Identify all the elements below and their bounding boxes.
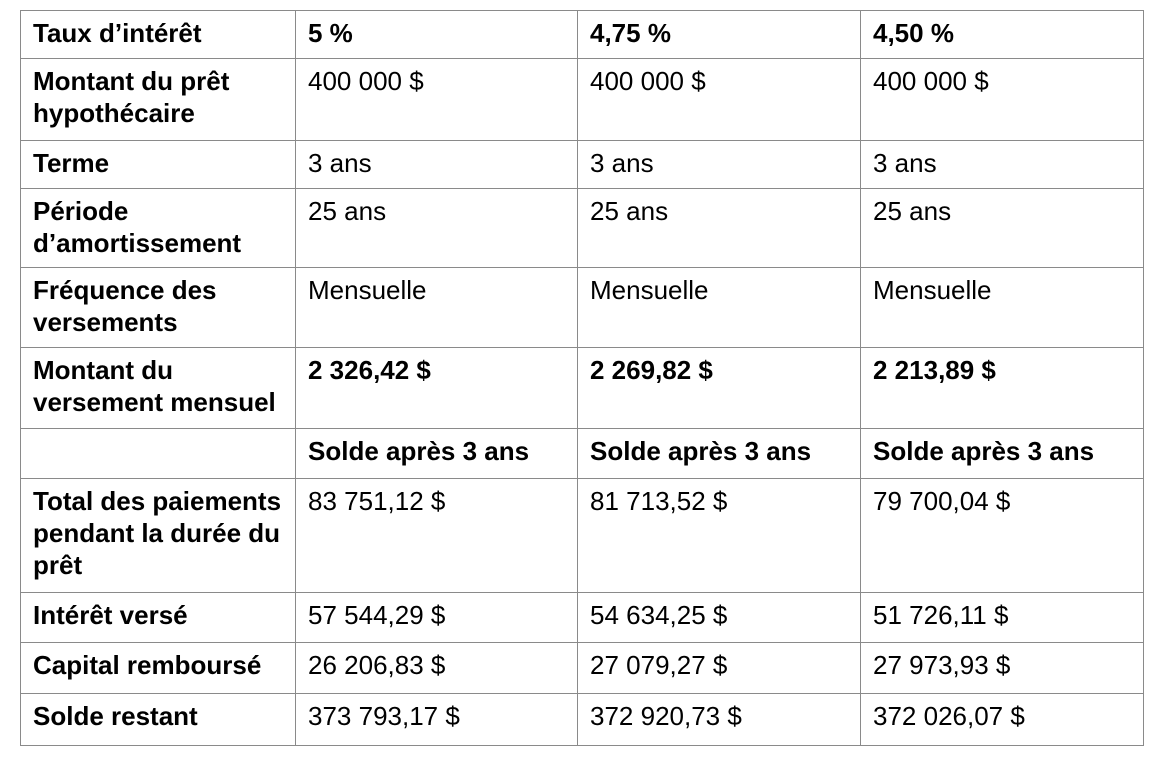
table-row-principal-repaid	[21, 643, 1144, 694]
balance-after-3-years-header: Solde après 3 ans	[861, 429, 1144, 479]
mortgage-comparison-table	[20, 10, 1144, 746]
value-cell: 25 ans	[296, 189, 578, 268]
row-label-monthly-payment: Montant du versement mensuel	[21, 348, 296, 429]
value-cell: 3 ans	[861, 141, 1144, 189]
value-cell: 54 634,25 $	[578, 593, 861, 643]
value-cell: 26 206,83 $	[296, 643, 578, 694]
value-cell: 27 973,93 $	[861, 643, 1144, 694]
value-cell: 79 700,04 $	[861, 479, 1144, 593]
value-cell: 81 713,52 $	[578, 479, 861, 593]
table-row-loan-amount	[21, 59, 1144, 141]
table-row-interest-paid	[21, 593, 1144, 643]
balance-after-3-years-header: Solde après 3 ans	[296, 429, 578, 479]
value-cell: 400 000 $	[578, 59, 861, 141]
row-label-interest-paid: Intérêt versé	[21, 593, 296, 643]
row-label-principal-repaid: Capital remboursé	[21, 643, 296, 694]
value-cell: 2 213,89 $	[861, 348, 1144, 429]
value-cell: Mensuelle	[861, 268, 1144, 348]
row-label-remaining-balance: Solde restant	[21, 694, 296, 746]
value-cell: Mensuelle	[296, 268, 578, 348]
value-cell: 4,75 %	[578, 11, 861, 59]
row-label-payment-frequency: Fréquence des versements	[21, 268, 296, 348]
value-cell: 372 026,07 $	[861, 694, 1144, 746]
value-cell: 400 000 $	[296, 59, 578, 141]
value-cell: 2 269,82 $	[578, 348, 861, 429]
value-cell: 5 %	[296, 11, 578, 59]
value-cell: 372 920,73 $	[578, 694, 861, 746]
row-label-loan-amount: Montant du prêt hypothécaire	[21, 59, 296, 141]
value-cell: 27 079,27 $	[578, 643, 861, 694]
row-label-amortization: Période d’amortissement	[21, 189, 296, 268]
table-row-payment-frequency	[21, 268, 1144, 348]
value-cell: 25 ans	[861, 189, 1144, 268]
value-cell: 83 751,12 $	[296, 479, 578, 593]
table-row-remaining-balance	[21, 694, 1144, 746]
value-cell: 373 793,17 $	[296, 694, 578, 746]
row-label-term: Terme	[21, 141, 296, 189]
value-cell: 51 726,11 $	[861, 593, 1144, 643]
table-row-amortization	[21, 189, 1144, 268]
balance-after-3-years-header: Solde après 3 ans	[578, 429, 861, 479]
value-cell: 3 ans	[296, 141, 578, 189]
value-cell: 400 000 $	[861, 59, 1144, 141]
table-row-term	[21, 141, 1144, 189]
value-cell: 57 544,29 $	[296, 593, 578, 643]
value-cell: 25 ans	[578, 189, 861, 268]
row-label-interest-rate: Taux d’intérêt	[21, 11, 296, 59]
row-label-empty	[21, 429, 296, 479]
table-row-interest-rate	[21, 11, 1144, 59]
table-row-monthly-payment	[21, 348, 1144, 429]
value-cell: 4,50 %	[861, 11, 1144, 59]
value-cell: 3 ans	[578, 141, 861, 189]
row-label-total-payments: Total des paiements pendant la durée du prêt	[21, 479, 296, 593]
value-cell: Mensuelle	[578, 268, 861, 348]
value-cell: 2 326,42 $	[296, 348, 578, 429]
table-row-total-payments	[21, 479, 1144, 593]
table-row-balance-header	[21, 429, 1144, 479]
